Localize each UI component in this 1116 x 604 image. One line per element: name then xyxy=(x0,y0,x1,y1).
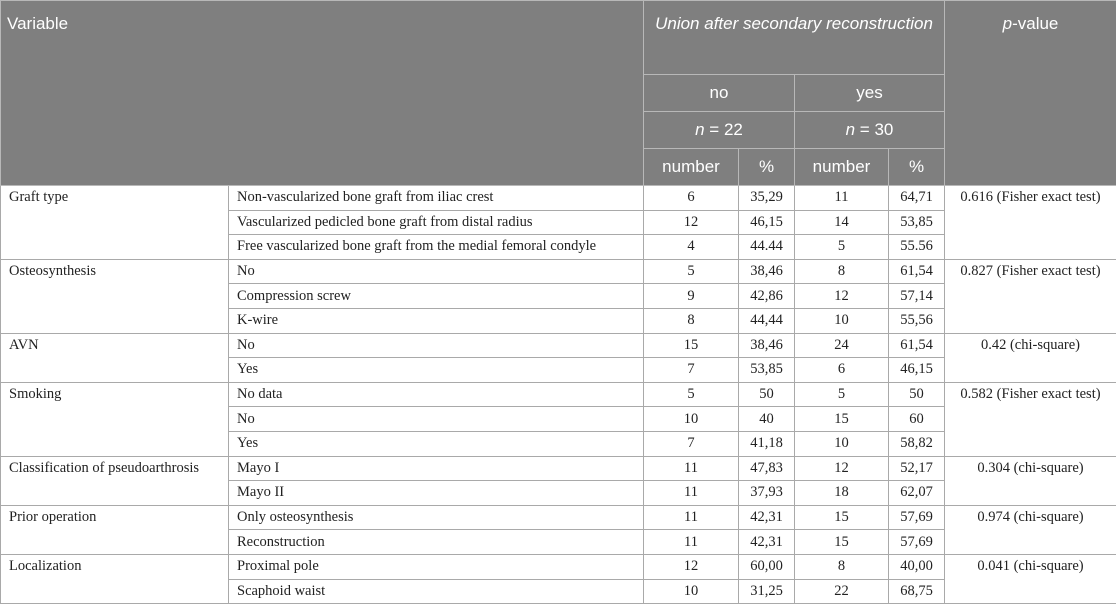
no-number-cell: 10 xyxy=(644,579,739,604)
table-row xyxy=(1,456,1116,481)
no-percent-cell: 42,86 xyxy=(739,284,795,309)
variable-cell: Osteosynthesis xyxy=(1,259,229,333)
no-percent-cell: 37,93 xyxy=(739,481,795,506)
header-variable: Variable xyxy=(1,1,644,186)
no-percent-cell: 38,46 xyxy=(739,333,795,358)
variable-cell: Graft type xyxy=(1,186,229,260)
no-number-cell: 12 xyxy=(644,210,739,235)
no-percent-cell: 44,44 xyxy=(739,308,795,333)
no-percent-cell: 53,85 xyxy=(739,358,795,383)
category-cell: Mayo II xyxy=(229,481,644,506)
table-row xyxy=(1,505,1116,530)
no-number-cell: 9 xyxy=(644,284,739,309)
category-cell: No xyxy=(229,259,644,284)
no-number-cell: 4 xyxy=(644,235,739,260)
yes-number-cell: 18 xyxy=(795,481,889,506)
category-cell: Reconstruction xyxy=(229,530,644,555)
category-cell: No xyxy=(229,333,644,358)
no-percent-cell: 50 xyxy=(739,382,795,407)
category-cell: Only osteosynthesis xyxy=(229,505,644,530)
header-n-yes-rest: = 30 xyxy=(855,120,893,139)
pvalue-cell: 0.304 (chi-square) xyxy=(945,456,1116,505)
no-percent-cell: 41,18 xyxy=(739,431,795,456)
yes-number-cell: 10 xyxy=(795,431,889,456)
category-cell: Mayo I xyxy=(229,456,644,481)
yes-percent-cell: 46,15 xyxy=(889,358,945,383)
yes-number-cell: 15 xyxy=(795,530,889,555)
variable-cell: Prior operation xyxy=(1,505,229,554)
no-number-cell: 5 xyxy=(644,259,739,284)
yes-percent-cell: 50 xyxy=(889,382,945,407)
yes-number-cell: 8 xyxy=(795,554,889,579)
yes-percent-cell: 58,82 xyxy=(889,431,945,456)
variable-cell: Smoking xyxy=(1,382,229,456)
no-percent-cell: 42,31 xyxy=(739,530,795,555)
header-yes: yes xyxy=(795,75,945,112)
no-percent-cell: 47,83 xyxy=(739,456,795,481)
header-pvalue-rest: -value xyxy=(1012,14,1058,33)
yes-percent-cell: 57,69 xyxy=(889,530,945,555)
yes-number-cell: 6 xyxy=(795,358,889,383)
category-cell: No xyxy=(229,407,644,432)
no-number-cell: 11 xyxy=(644,505,739,530)
table-row xyxy=(1,259,1116,284)
no-percent-cell: 31,25 xyxy=(739,579,795,604)
variable-cell: Classification of pseudoarthrosis xyxy=(1,456,229,505)
header-pvalue xyxy=(945,1,1116,186)
yes-number-cell: 12 xyxy=(795,284,889,309)
pvalue-cell: 0.041 (chi-square) xyxy=(945,554,1116,603)
category-cell: Yes xyxy=(229,431,644,456)
header-n-yes xyxy=(795,112,945,149)
no-number-cell: 11 xyxy=(644,456,739,481)
no-number-cell: 7 xyxy=(644,431,739,456)
category-cell: K-wire xyxy=(229,308,644,333)
yes-percent-cell: 55.56 xyxy=(889,235,945,260)
no-number-cell: 8 xyxy=(644,308,739,333)
no-number-cell: 11 xyxy=(644,481,739,506)
pvalue-cell: 0.974 (chi-square) xyxy=(945,505,1116,554)
yes-percent-cell: 60 xyxy=(889,407,945,432)
variable-cell: Localization xyxy=(1,554,229,603)
yes-percent-cell: 61,54 xyxy=(889,259,945,284)
yes-number-cell: 22 xyxy=(795,579,889,604)
category-cell: Scaphoid waist xyxy=(229,579,644,604)
yes-number-cell: 24 xyxy=(795,333,889,358)
header-number-no: number xyxy=(644,149,739,186)
table-row xyxy=(1,333,1116,358)
yes-number-cell: 5 xyxy=(795,235,889,260)
no-percent-cell: 44.44 xyxy=(739,235,795,260)
yes-number-cell: 11 xyxy=(795,186,889,211)
no-percent-cell: 40 xyxy=(739,407,795,432)
yes-percent-cell: 61,54 xyxy=(889,333,945,358)
category-cell: Yes xyxy=(229,358,644,383)
yes-number-cell: 15 xyxy=(795,505,889,530)
yes-number-cell: 10 xyxy=(795,308,889,333)
table-row xyxy=(1,554,1116,579)
no-number-cell: 11 xyxy=(644,530,739,555)
header-n-yes-italic: n xyxy=(846,120,855,139)
yes-number-cell: 12 xyxy=(795,456,889,481)
category-cell: No data xyxy=(229,382,644,407)
no-number-cell: 12 xyxy=(644,554,739,579)
yes-percent-cell: 57,69 xyxy=(889,505,945,530)
header-percent-yes: % xyxy=(889,149,945,186)
pvalue-cell: 0.582 (Fisher exact test) xyxy=(945,382,1116,456)
category-cell: Proximal pole xyxy=(229,554,644,579)
header-number-yes: number xyxy=(795,149,889,186)
table-body xyxy=(1,186,1116,604)
variable-cell: AVN xyxy=(1,333,229,382)
yes-number-cell: 14 xyxy=(795,210,889,235)
table-header xyxy=(1,1,1116,186)
header-n-no xyxy=(644,112,795,149)
header-n-no-rest: = 22 xyxy=(705,120,743,139)
yes-percent-cell: 40,00 xyxy=(889,554,945,579)
no-percent-cell: 38,46 xyxy=(739,259,795,284)
pvalue-cell: 0.42 (chi-square) xyxy=(945,333,1116,382)
no-percent-cell: 60,00 xyxy=(739,554,795,579)
no-number-cell: 6 xyxy=(644,186,739,211)
yes-percent-cell: 55,56 xyxy=(889,308,945,333)
yes-percent-cell: 57,14 xyxy=(889,284,945,309)
header-no: no xyxy=(644,75,795,112)
category-cell: Vascularized pedicled bone graft from distal radius xyxy=(229,210,644,235)
category-cell: Non-vascularized bone graft from iliac crest xyxy=(229,186,644,211)
header-union: Union after secondary reconstruction xyxy=(644,1,945,75)
no-number-cell: 10 xyxy=(644,407,739,432)
yes-percent-cell: 53,85 xyxy=(889,210,945,235)
category-cell: Compression screw xyxy=(229,284,644,309)
header-pvalue-italic: p xyxy=(1003,14,1012,33)
no-percent-cell: 35,29 xyxy=(739,186,795,211)
no-percent-cell: 42,31 xyxy=(739,505,795,530)
table-row xyxy=(1,382,1116,407)
yes-number-cell: 5 xyxy=(795,382,889,407)
table-row xyxy=(1,186,1116,211)
header-n-no-italic: n xyxy=(695,120,704,139)
pvalue-cell: 0.616 (Fisher exact test) xyxy=(945,186,1116,260)
yes-number-cell: 15 xyxy=(795,407,889,432)
yes-percent-cell: 64,71 xyxy=(889,186,945,211)
yes-percent-cell: 68,75 xyxy=(889,579,945,604)
category-cell: Free vascularized bone graft from the medial femoral condyle xyxy=(229,235,644,260)
no-number-cell: 15 xyxy=(644,333,739,358)
yes-percent-cell: 62,07 xyxy=(889,481,945,506)
yes-percent-cell: 52,17 xyxy=(889,456,945,481)
no-percent-cell: 46,15 xyxy=(739,210,795,235)
no-number-cell: 7 xyxy=(644,358,739,383)
header-percent-no: % xyxy=(739,149,795,186)
yes-number-cell: 8 xyxy=(795,259,889,284)
no-number-cell: 5 xyxy=(644,382,739,407)
pvalue-cell: 0.827 (Fisher exact test) xyxy=(945,259,1116,333)
